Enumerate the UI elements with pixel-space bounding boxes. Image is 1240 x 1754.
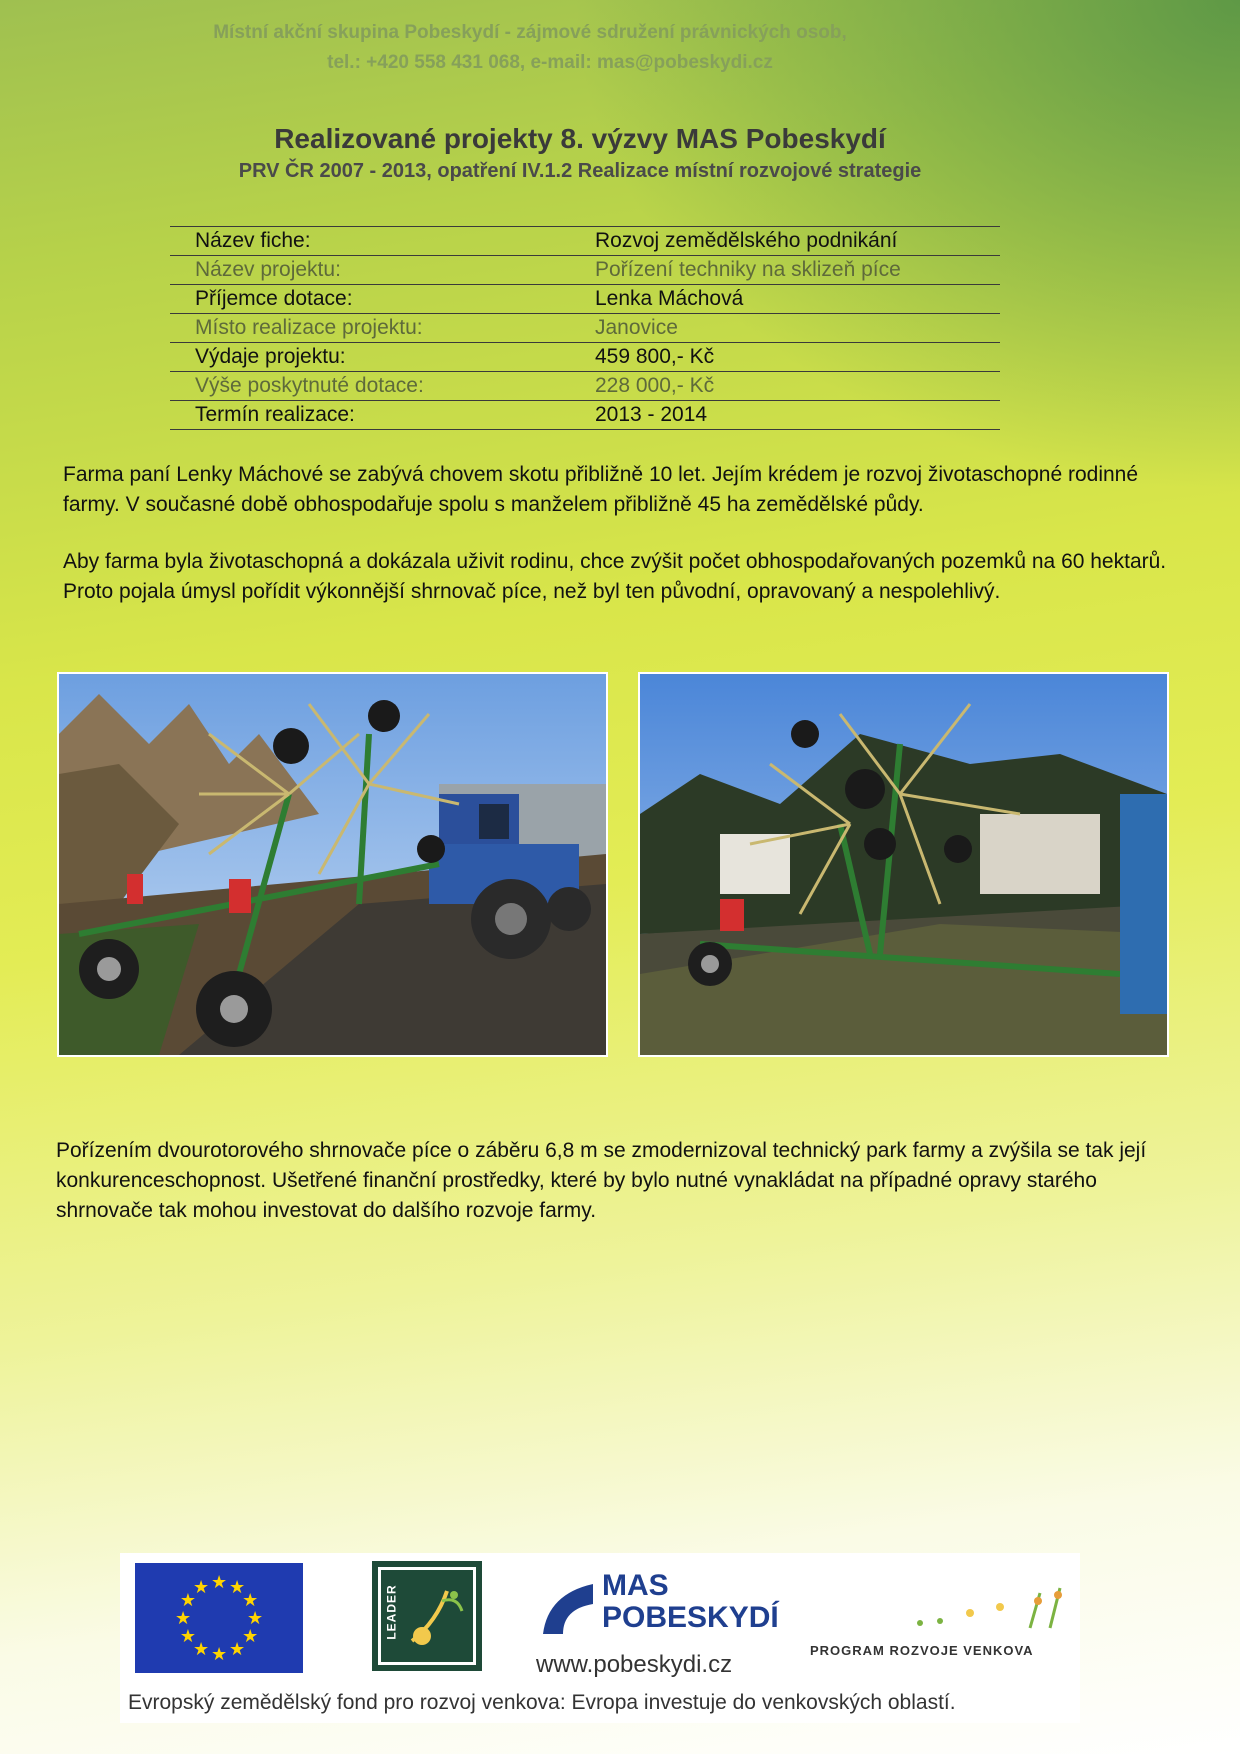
- eu-star-icon: ★: [179, 1626, 196, 1646]
- info-row: [170, 256, 1000, 285]
- eu-star-icon: ★: [175, 1608, 192, 1628]
- photo-rake-side-view: [638, 672, 1169, 1057]
- eu-star-icon: ★: [211, 1644, 228, 1664]
- info-row: [170, 401, 1000, 430]
- page-subtitle: PRV ČR 2007 - 2013, opatření IV.1.2 Realizace místní rozvojové strategie: [238, 160, 922, 182]
- info-row: [170, 314, 1000, 343]
- info-row: [170, 343, 1000, 372]
- page-title: Realizované projekty 8. výzvy MAS Pobeskydí: [274, 123, 886, 154]
- info-value: Lenka Máchová: [595, 285, 1000, 314]
- footer-eafrd-text: Evropský zemědělský fond pro rozvoj venkova: Evropa investuje do venkovských oblastí.: [128, 1691, 956, 1714]
- info-label: Výdaje projektu:: [170, 343, 595, 372]
- eu-star-icon: ★: [179, 1590, 196, 1610]
- logo-strip: [120, 1553, 1080, 1723]
- info-value: Rozvoj zemědělského podnikání: [595, 227, 1000, 256]
- info-label: Místo realizace projektu:: [170, 314, 595, 343]
- project-info-table: [170, 226, 1000, 430]
- program-rozvoje-venkova-logo: [810, 1583, 1070, 1673]
- program-logo-text: PROGRAM ROZVOJE VENKOVA: [810, 1643, 1034, 1658]
- paragraph-modernization: Pořízením dvourotorového shrnovače píce o záběru 6,8 m se zmodernizoval technický park farmy a zvýšila se tak její konkurenceschopnost. Ušetřené finanční prostředky, které by bylo nutné vynakládat na případné opravy starého shrnovače tak mohou investovat do dalšího rozvoje farmy.: [56, 1139, 1147, 1222]
- header-line-2: tel.: +420 558 431 068, e-mail: mas@pobeskydi.cz: [327, 52, 773, 73]
- leader-logo: [372, 1561, 482, 1671]
- mas-logo-url: www.pobeskydi.cz: [536, 1651, 733, 1678]
- info-row: [170, 285, 1000, 314]
- eu-flag-logo: [135, 1563, 303, 1673]
- eu-star-icon: ★: [247, 1608, 264, 1628]
- info-row: [170, 372, 1000, 401]
- paragraph-farm-goal: Aby farma byla životaschopná a dokázala uživit rodinu, chce zvýšit počet obhospodařovaných pozemků na 60 hektarů. Proto pojala úmysl pořídit výkonnější shrnovač píce, než byl ten původní, opravovaný a nespolehlivý.: [63, 550, 1167, 603]
- eu-star-icon: ★: [242, 1626, 259, 1646]
- mas-logo-line-1: MAS: [602, 1569, 669, 1602]
- info-label: Příjemce dotace:: [170, 285, 595, 314]
- eu-star-icon: ★: [211, 1572, 228, 1592]
- info-value: 459 800,- Kč: [595, 343, 1000, 372]
- info-label: Název fiche:: [170, 227, 595, 256]
- info-value: 228 000,- Kč: [595, 372, 1000, 401]
- eu-star-icon: ★: [193, 1639, 210, 1660]
- info-value: Janovice: [595, 314, 1000, 343]
- mas-logo-line-2: POBESKYDÍ: [602, 1601, 779, 1634]
- eu-star-icon: ★: [229, 1639, 246, 1660]
- paragraph-farm-intro: Farma paní Lenky Máchové se zabývá chovem skotu přibližně 10 let. Jejím krédem je rozvoj životaschopné rodinné farmy. V současné době obhospodařuje spolu s manželem přibližně 45 ha zemědělské půdy.: [63, 463, 1139, 516]
- header-line-1: Místní akční skupina Pobeskydí - zájmové sdružení právnických osob,: [213, 22, 847, 43]
- eu-star-icon: ★: [242, 1590, 259, 1610]
- info-label: Termín realizace:: [170, 401, 595, 430]
- photo-rake-with-tractor: [57, 672, 608, 1057]
- info-label: Název projektu:: [170, 256, 595, 285]
- info-row: [170, 227, 1000, 256]
- info-value: 2013 - 2014: [595, 401, 1000, 430]
- eu-star-icon: ★: [193, 1576, 210, 1597]
- mas-pobeskydi-logo: [538, 1569, 778, 1679]
- eu-star-icon: ★: [229, 1576, 246, 1597]
- info-value: Pořízení techniky na sklizeň píce: [595, 256, 1000, 285]
- leader-logo-text: LEADER: [384, 1584, 399, 1640]
- info-label: Výše poskytnuté dotace:: [170, 372, 595, 401]
